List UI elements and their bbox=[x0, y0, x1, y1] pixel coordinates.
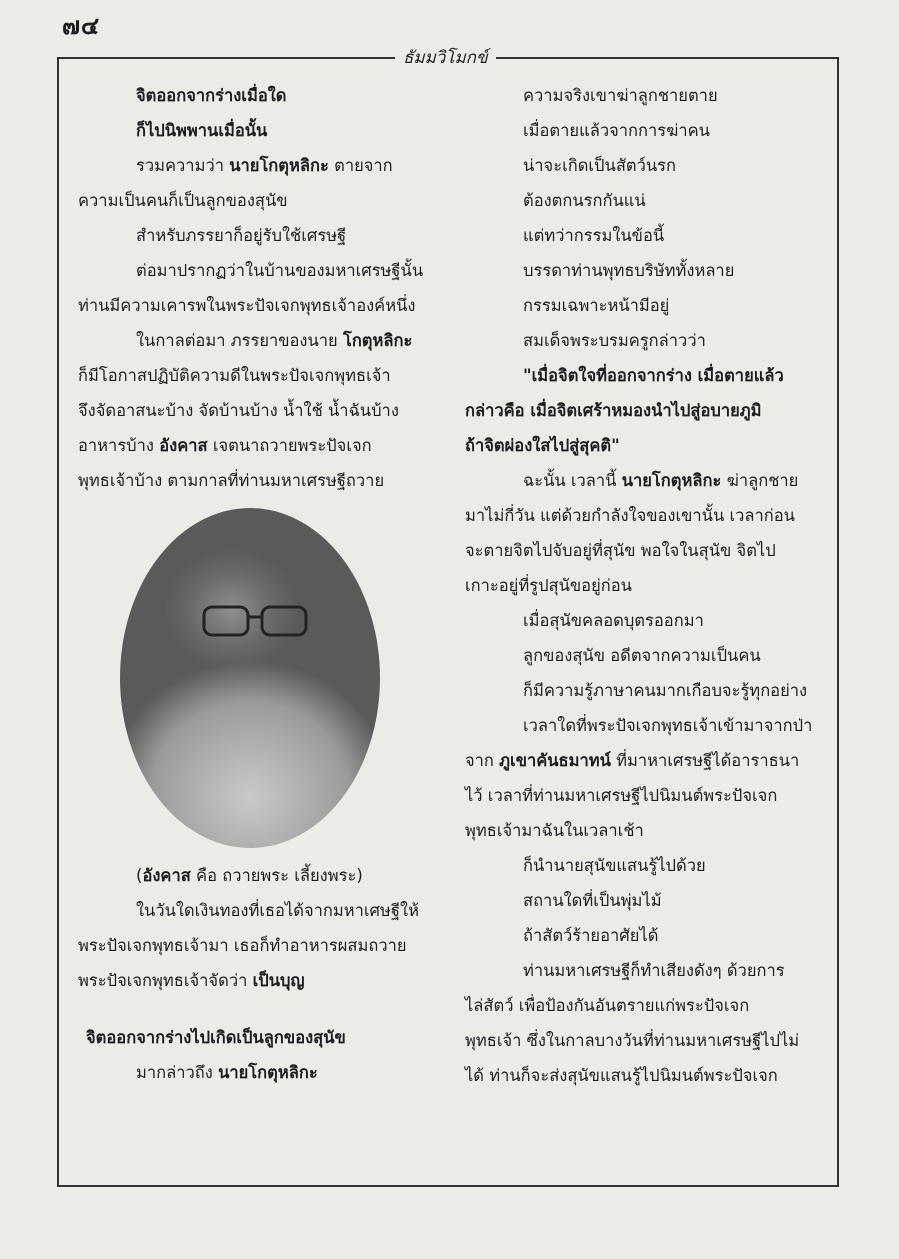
page-number: ๗๔ bbox=[62, 12, 101, 40]
text-line: ต่อมาปรากฏว่าในบ้านของมหาเศรษฐีนั้น bbox=[136, 261, 424, 280]
text-line: เวลาใดที่พระปัจเจกพุทธเจ้าเข้ามาจากป่า bbox=[523, 716, 813, 735]
text-line: ในวันใดเงินทองที่เธอได้จากมหาเศษฐีให้ bbox=[136, 901, 419, 920]
text-segment: ฉะนั้น เวลานี้ bbox=[523, 471, 622, 490]
text-line: แต่ทว่ากรรมในข้อนี้ bbox=[523, 226, 665, 245]
text-line: ไล่สัตว์ เพื่อป้องกันอันตรายแก่พระปัจเจก bbox=[465, 996, 750, 1015]
running-title: ธัมมวิโมกข์ bbox=[395, 44, 496, 71]
bold-term: ภูเขาคันธมาทน์ bbox=[499, 751, 611, 770]
text-line: สถานใดที่เป็นพุ่มไม้ bbox=[523, 891, 662, 910]
text-line: จึงจัดอาสนะบ้าง จัดบ้านบ้าง น้ำใช้ น้ำฉันบ้าง bbox=[78, 401, 399, 420]
text-line: กรรมเฉพาะหน้ามีอยู่ bbox=[523, 296, 670, 315]
text-line: ได้ ท่านก็จะส่งสุนัขแสนรู้ไปนิมนต์พระปัจเจก bbox=[465, 1066, 778, 1085]
text-line: จะตายจิตไปจับอยู่ที่สุนัข พอใจในสุนัข จิตไป bbox=[465, 541, 776, 560]
bold-term: นายโกตุหลิกะ bbox=[218, 1063, 318, 1082]
text-line: ท่านมีความเคารพในพระปัจเจกพุทธเจ้าองค์หนึ่ง bbox=[78, 296, 416, 315]
text-line: ความเป็นคนก็เป็นลูกของสุนัข bbox=[78, 191, 288, 210]
text-line: ท่านมหาเศรษฐีก็ทำเสียงดังๆ ด้วยการ bbox=[523, 961, 785, 980]
text-line: ก็นำนายสุนัขแสนรู้ไปด้วย bbox=[523, 856, 706, 875]
text-line: ลูกของสุนัข อดีตจากความเป็นคน bbox=[523, 646, 761, 665]
text-line bbox=[78, 858, 440, 893]
text-line: ถ้าสัตว์ร้ายอาศัยได้ bbox=[523, 926, 659, 945]
left-column-text-bottom bbox=[78, 858, 440, 1090]
text-line bbox=[78, 1055, 440, 1090]
text-line bbox=[78, 428, 440, 463]
text-line: จิตออกจากร่างเมื่อใด bbox=[136, 86, 287, 105]
bold-term: อังคาส bbox=[142, 866, 191, 885]
text-segment: จาก bbox=[465, 751, 500, 770]
text-line: พระปัจเจกพุทธเจ้ามา เธอก็ทำอาหารผสมถวาย bbox=[78, 936, 407, 955]
bold-term: อังคาส bbox=[159, 436, 208, 455]
text-line: บรรดาท่านพุทธบริษัททั้งหลาย bbox=[523, 261, 735, 280]
bold-term: เป็นบุญ bbox=[252, 971, 305, 990]
text-segment: เจตนาถวายพระปัจเจก bbox=[207, 436, 372, 455]
eyeglasses-icon bbox=[200, 603, 310, 639]
right-column bbox=[465, 78, 825, 1093]
left-column bbox=[78, 78, 440, 1090]
text-line: มาไม่กี่วัน แต่ด้วยกำลังใจของเขานั้น เวลาก่อน bbox=[465, 506, 795, 525]
text-line: จิตออกจากร่างไปเกิดเป็นลูกของสุนัข bbox=[86, 1028, 346, 1047]
bold-term: นายโกตุหลิกะ bbox=[229, 156, 329, 175]
monk-portrait-photo bbox=[120, 508, 380, 848]
text-segment: มากล่าวถึง bbox=[136, 1063, 219, 1082]
text-line: เมื่อตายแล้วจากการฆ่าคน bbox=[523, 121, 710, 140]
text-line: สมเด็จพระบรมครูกล่าวว่า bbox=[523, 331, 706, 350]
text-line: ความจริงเขาฆ่าลูกชายตาย bbox=[523, 86, 718, 105]
text-segment: ฆ่าลูกชาย bbox=[721, 471, 799, 490]
text-line: กล่าวคือ เมื่อจิตเศร้าหมองนำไปสู่อบายภูมิ bbox=[465, 401, 762, 420]
text-line bbox=[78, 963, 440, 998]
text-line: ก็มีความรู้ภาษาคนมากเกือบจะรู้ทุกอย่าง bbox=[523, 681, 808, 700]
text-line bbox=[78, 323, 440, 358]
text-line: พุทธเจ้า ซึ่งในกาลบางวันที่ท่านมหาเศรษฐีไปไม่ bbox=[465, 1031, 800, 1050]
text-line: ไว้ เวลาที่ท่านมหาเศรษฐีไปนิมนต์พระปัจเจก bbox=[465, 786, 778, 805]
text-line: เกาะอยู่ที่รูปสุนัขอยู่ก่อน bbox=[465, 576, 632, 595]
paragraph-gap bbox=[78, 998, 440, 1020]
text-line: พุทธเจ้ามาฉันในเวลาเช้า bbox=[465, 821, 644, 840]
right-column-text bbox=[465, 78, 825, 1093]
text-segment: ( bbox=[136, 866, 143, 885]
bold-term: นายโกตุหลิกะ bbox=[621, 471, 722, 490]
text-line: พุทธเจ้าบ้าง ตามกาลที่ท่านมหาเศรษฐีถวาย bbox=[78, 471, 385, 490]
text-line: "เมื่อจิตใจที่ออกจากร่าง เมื่อตายแล้ว bbox=[523, 366, 784, 385]
text-line: ถ้าจิตผ่องใสไปสู่สุคติ" bbox=[465, 436, 620, 455]
text-segment: รวมความว่า bbox=[136, 156, 230, 175]
text-segment: คือ ถวายพระ เลี้ยงพระ) bbox=[190, 866, 363, 885]
text-segment: ในกาลต่อมา ภรรยาของนาย bbox=[136, 331, 343, 350]
text-line: ก็มีโอกาสปฏิบัติความดีในพระปัจเจกพุทธเจ้า bbox=[78, 366, 391, 385]
text-line: เมื่อสุนัขคลอดบุตรออกมา bbox=[523, 611, 704, 630]
text-line: น่าจะเกิดเป็นสัตว์นรก bbox=[523, 156, 676, 175]
text-line bbox=[78, 148, 440, 183]
text-line: ต้องตกนรกกันแน่ bbox=[523, 191, 646, 210]
text-line: ก็ไปนิพพานเมื่อนั้น bbox=[136, 121, 268, 140]
text-segment: ตายจาก bbox=[328, 156, 393, 175]
text-segment: ที่มาหาเศรษฐีได้อาราธนา bbox=[610, 751, 800, 770]
left-column-text-top bbox=[78, 78, 440, 498]
text-line bbox=[465, 743, 825, 778]
photo-area bbox=[78, 498, 440, 858]
text-line: สำหรับภรรยาก็อยู่รับใช้เศรษฐี bbox=[136, 226, 347, 245]
text-segment: พระปัจเจกพุทธเจ้าจัดว่า bbox=[78, 971, 253, 990]
text-line bbox=[465, 463, 825, 498]
bold-term: โกตุหลิกะ bbox=[342, 331, 413, 350]
text-segment: อาหารบ้าง bbox=[78, 436, 160, 455]
